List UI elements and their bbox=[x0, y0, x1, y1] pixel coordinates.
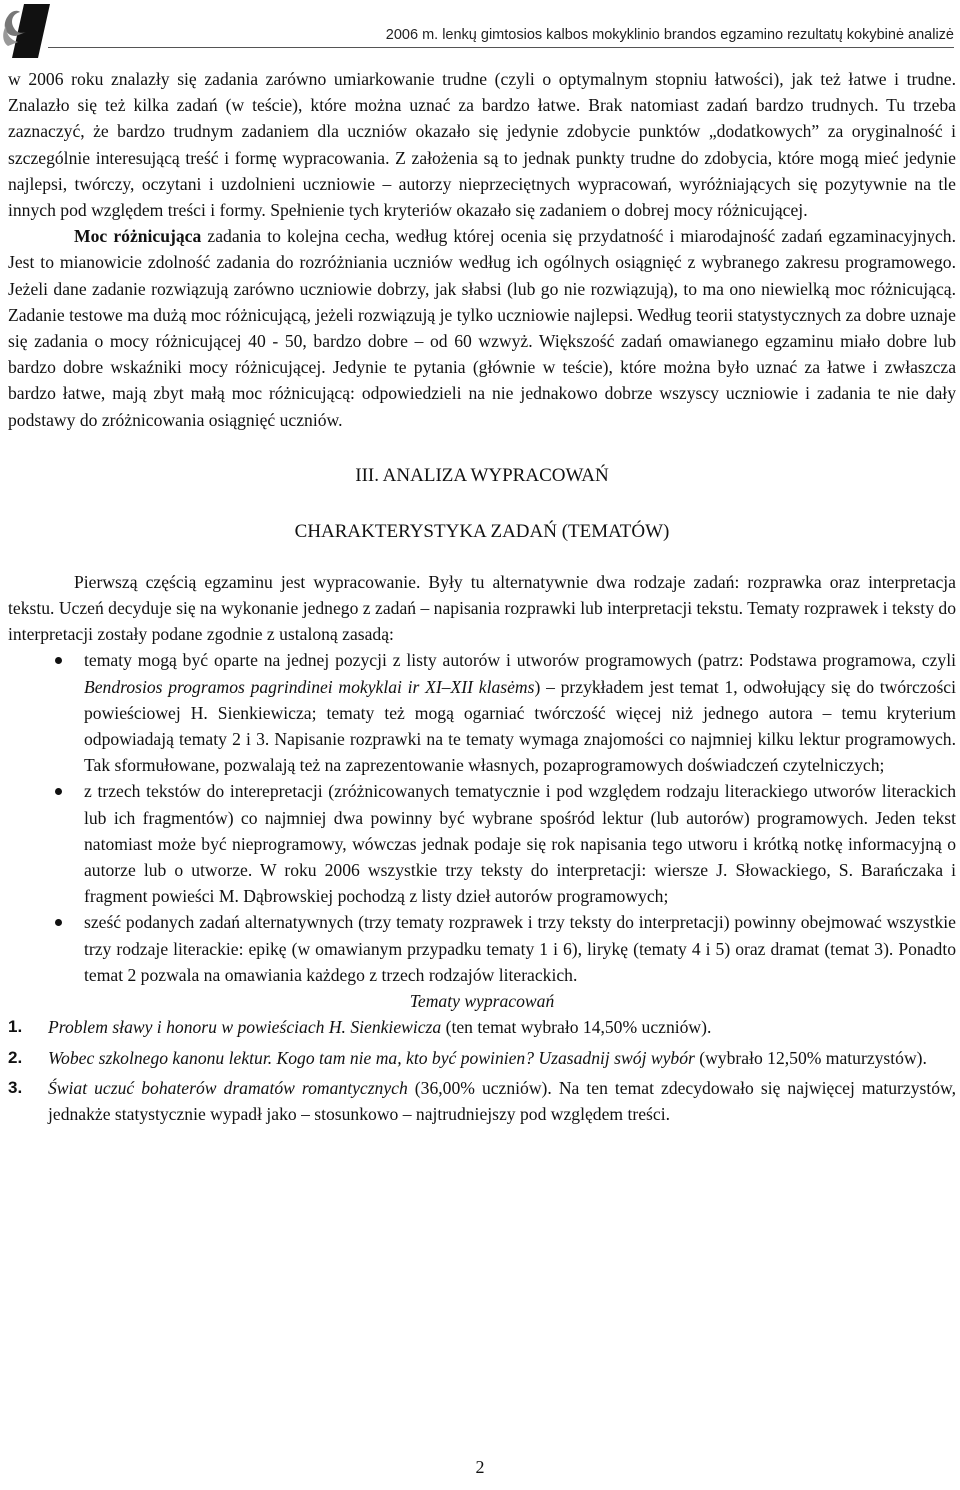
topic-note: (ten temat wybrało 14,50% uczniów). bbox=[441, 1017, 712, 1038]
topic-item bbox=[8, 1014, 956, 1040]
list-item: sześć podanych zadań alternatywnych (trzy tematy rozprawek i trzy teksty do interpretacji) powinny obejmować wszystkie trzy rodzaje literackie: epikę (w omawianym przypadku tematy 1 i 6), lirykę (tematy 4 i 5) oraz dramat (temat 3). Ponadto temat 2 pozwala na omawiania każdego z trzech rodzajów literackich. bbox=[8, 909, 956, 988]
italic-title: Bendrosios programos pagrindinei mokyklai ir XI–XII klasėms bbox=[84, 676, 535, 697]
bullet-icon bbox=[55, 788, 62, 795]
paragraph-difficulty: w 2006 roku znalazły się zadania zarówno umiarkowanie trudne (czyli o optymalnym stopniu łatwości), jak też łatwe i trudne. Znalazło się też kilka zadań (w teście), które można uznać za bardzo łatwe. Brak natomiast zadań bardzo trudnych. Tu trzeba zaznaczyć, że bardzo trudnym zadaniem dla uczniów okazało się jedynie zdobycie punktów „dodatkowych” za oryginalność i szczególnie interesującą treść i formę wypracowania. Z założenia są to jednak punkty trudne do zdobycia, które mogą mieć jedynie najlepsi, twórczy, oczytani i uzdolnieni uczniowie – autorzy nieprzeciętnych wypracowań, wyróżniających się pozytywnie na tle innych pod względem treści i formy. Spełnienie tych kryteriów okazało się zadaniem o dobrej mocy różnicującej. bbox=[8, 69, 956, 221]
header-title: 2006 m. lenkų gimtosios kalbos mokyklinio brandos egzamino rezultatų kokybinė analizė bbox=[385, 27, 954, 43]
topic-number: 2. bbox=[8, 1047, 23, 1067]
rules-list bbox=[8, 647, 956, 988]
topics-list bbox=[8, 1014, 956, 1127]
paragraph-discrimination-text: zadania to kolejna cecha, według której ocenia się przydatność i miarodajność zadań egzaminacyjnych. Jest to mianowicie zdolność zadania do rozróżniania uczniów według ich ogólnych osiągnięć z wybranego zakresu programowego. Jeżeli dane zadanie rozwiązują zarówno uczniowie dobrzy, jak słabsi (lub go nie rozwiązują), to ma ono niewielką moc różnicującą. Zadanie testowe ma dużą moc różnicującą, jeżeli rozwiązują je tylko uczniowie najlepsi. Według teorii statystycznych za dobre uznaje się zadania o mocy różnicującej 40 - 50, bardzo dobre – od 60 wzwyż. Większość zadań omawianego egzaminu miało dobre lub bardzo dobre wskaźniki mocy różnicującej. Jedynie te pytania (głównie w teście), które można było uznać za łatwe i zwłaszcza bardzo łatwe, mają zbyt małą moc różnicującą: odpowiedzieli na nie jednakowo dobrze wszyscy uczniowie i zadania te nie dały podstawy do zróżnicowania osiągnięć uczniów. bbox=[8, 226, 956, 430]
page-header bbox=[0, 0, 960, 60]
logo-icon bbox=[2, 2, 50, 58]
topic-note: (36,00% uczniów). Na ten temat zdecydowało się najwięcej maturzystów, jednakże statystycznie wypadł jako – stosunkowo – najtrudniejszy pod względem treści. bbox=[48, 1077, 957, 1124]
topic-number: 1. bbox=[8, 1017, 23, 1037]
document-body bbox=[8, 66, 956, 1131]
page-number: 2 bbox=[475, 1457, 485, 1477]
topic-title: Świat uczuć bohaterów dramatów romantycznych bbox=[48, 1077, 408, 1098]
topic-title: Problem sławy i honoru w powieściach H. Sienkiewicza bbox=[48, 1017, 442, 1038]
paragraph-intro: Pierwszą częścią egzaminu jest wypracowanie. Były tu alternatywnie dwa rodzaje zadań: rozprawka oraz interpretacja tekstu. Uczeń decyduje się na wykonanie jednego z zadań – napisania rozprawki lub interpretacji tekstu. Tematy rozprawek i teksty do interpretacji zostały podane zgodnie z ustaloną zasadą: bbox=[8, 571, 956, 645]
sub-title: CHARAKTERYSTYKA ZADAŃ (TEMATÓW) bbox=[294, 520, 670, 542]
topic-note: (wybrało 12,50% maturzystów). bbox=[694, 1047, 927, 1068]
list-item: z trzech tekstów do interepretacji (zróżnicowanych tematycznie i pod względem rodzaju literackiego utworów literackich lub ich fragmentów) co najmniej dwa powinny być wybrane spośród lektur (lub autorów) programowych. Jeden tekst natomiast może być nieprogramowy, wówczas jednak podaje się rok napisania tego utworu i krótką notkę informacyjną o autorze lub o utworze. W roku 2006 wszystkie trzy teksty do interpretacji: wiersze J. Słowackiego, S. Barańczaka i fragment powieści M. Dąbrowskiej pochodzą z listy dzieł autorów programowych; bbox=[8, 778, 956, 909]
bullet-icon bbox=[55, 919, 62, 926]
topic-number: 3. bbox=[8, 1077, 23, 1097]
list-item: tematy mogą być oparte na jednej pozycji z listy autorów i utworów programowych (patrz: Podstawa programowa, czyli Bendrosios programos pagrindinei mokyklai ir XI–XII klasėms) – przykładem jest temat 1, odwołujący się do twórczości powieściowej H. Sienkiewicza; tematy też mogą ogarniać twórczość więcej niż jednego autora – temu kryterium odpowiadają tematy 2 i 3. Napisanie rozprawki na te tematy wymaga znajomości co najmniej kilku lektur programowych. Tak sformułowane, pozwalają też na zaprezentowanie własnych, pozaprogramowych doświadczeń czytelniczych; bbox=[8, 647, 956, 778]
term-bold: Moc różnicująca bbox=[74, 226, 202, 247]
topic-item bbox=[8, 1075, 956, 1127]
header-divider bbox=[48, 47, 954, 48]
topics-heading: Tematy wypracowań bbox=[409, 991, 555, 1012]
topic-title: Wobec szkolnego kanonu lektur. Kogo tam nie ma, kto być powinien? Uzasadnij swój wybór bbox=[48, 1047, 695, 1068]
section-title: III. ANALIZA WYPRACOWAŃ bbox=[355, 464, 609, 486]
paragraph-discrimination bbox=[8, 223, 956, 433]
topic-item bbox=[8, 1045, 956, 1071]
bullet-icon bbox=[55, 657, 62, 664]
